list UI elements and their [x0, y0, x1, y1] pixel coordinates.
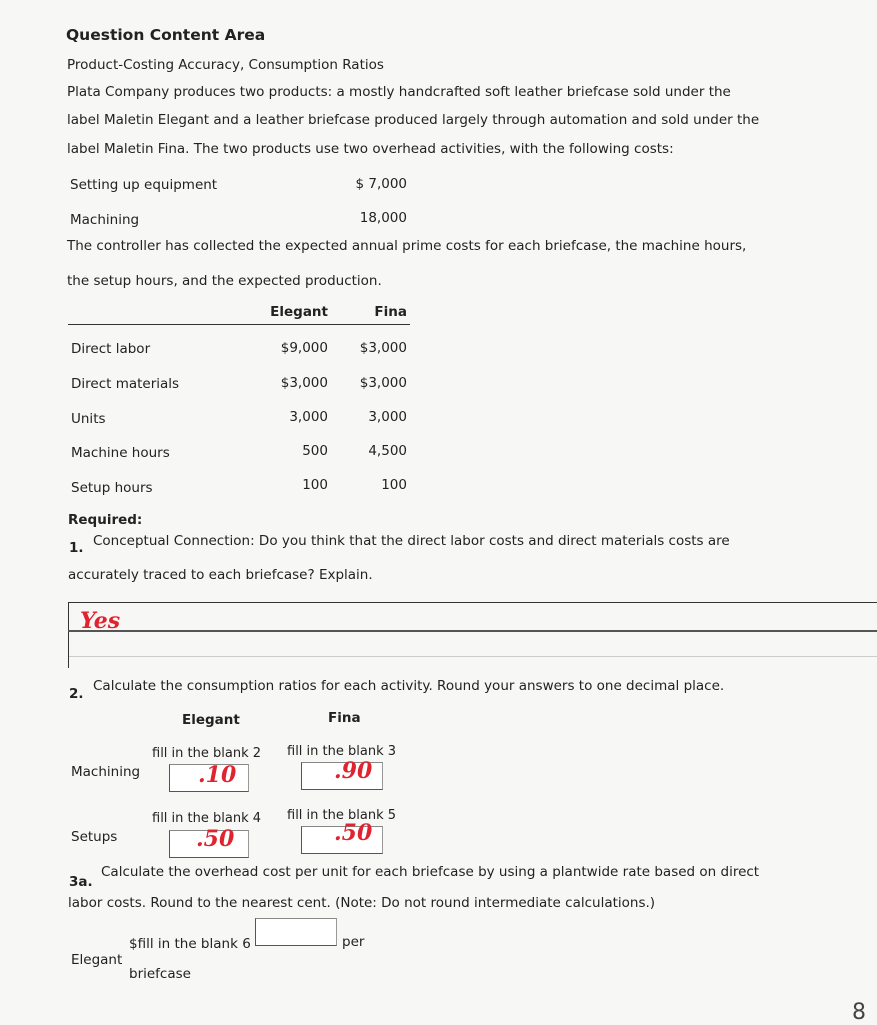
- row-label-direct-labor: Direct labor: [71, 341, 151, 357]
- row-label-machining: Machining: [71, 764, 141, 780]
- overhead-value-machining: 18,000: [359, 210, 407, 226]
- controller-line-2: the setup hours, and the expected production.: [67, 273, 382, 289]
- intro-line-1: Plata Company produces two products: a mostly handcrafted soft leather briefcase sold under the: [67, 84, 731, 100]
- row-label-units: Units: [71, 411, 106, 427]
- row-label-elegant: Elegant: [71, 952, 123, 968]
- q2-col-elegant: Elegant: [182, 712, 240, 728]
- q3a-line-2: labor costs. Round to the nearest cent. (Note: Do not round intermediate calculations.): [68, 895, 656, 911]
- blank-5-handwritten: .50: [334, 820, 373, 846]
- controller-line-1: The controller has collected the expected annual prime costs for each briefcase, the machine hours,: [67, 238, 747, 254]
- blank-2-handwritten: .10: [198, 762, 237, 788]
- row-label-setup-hours: Setup hours: [71, 480, 153, 496]
- blank-6-input[interactable]: [255, 918, 337, 946]
- overhead-label-machining: Machining: [70, 212, 140, 228]
- cell-elegant: 3,000: [289, 409, 328, 425]
- blank-5-label: fill in the blank 5: [287, 808, 396, 823]
- q1-answer-edge: [68, 644, 69, 668]
- cell-fina: 100: [381, 477, 407, 493]
- intro-line-3: label Maletin Fina. The two products use two overhead activities, with the following costs:: [67, 141, 674, 157]
- blank-3-label: fill in the blank 3: [287, 744, 396, 759]
- cell-elegant: 100: [302, 477, 328, 493]
- overhead-value-setup: $ 7,000: [355, 176, 407, 192]
- blank-6-suffix: per: [342, 934, 365, 950]
- blank-6-label: $fill in the blank 6: [129, 936, 251, 952]
- table-header-fina: Fina: [374, 304, 407, 320]
- q1-handwritten-answer: Yes: [80, 608, 121, 634]
- cell-elegant: 500: [302, 443, 328, 459]
- topic-title: Product-Costing Accuracy, Consumption Ratios: [67, 57, 384, 73]
- page-number: 8: [852, 1000, 866, 1025]
- blank-3-handwritten: .90: [334, 758, 373, 784]
- blank-6-unit: briefcase: [129, 966, 191, 982]
- q1-line-1: Conceptual Connection: Do you think that the direct labor costs and direct materials costs are: [93, 533, 730, 549]
- page-heading: Question Content Area: [66, 26, 266, 44]
- cell-fina: 3,000: [368, 409, 407, 425]
- cell-fina: $3,000: [359, 340, 407, 356]
- table-header-elegant: Elegant: [270, 304, 328, 320]
- blank-2-label: fill in the blank 2: [152, 746, 261, 761]
- cell-elegant: $9,000: [280, 340, 328, 356]
- q2-text: Calculate the consumption ratios for each activity. Round your answers to one decimal place.: [93, 678, 725, 694]
- q3a-line-1: Calculate the overhead cost per unit for each briefcase by using a plantwide rate based on direct: [101, 864, 760, 880]
- blank-4-handwritten: .50: [196, 826, 235, 852]
- cell-fina: 4,500: [368, 443, 407, 459]
- q1-line-2: accurately traced to each briefcase? Explain.: [68, 567, 373, 583]
- q2-col-fina: Fina: [328, 710, 361, 726]
- q1-number: 1.: [69, 540, 84, 556]
- row-label-direct-materials: Direct materials: [71, 376, 180, 392]
- required-label: Required:: [68, 512, 143, 528]
- table-header-rule: [68, 324, 410, 325]
- row-label-machine-hours: Machine hours: [71, 445, 170, 461]
- cell-elegant: $3,000: [280, 375, 328, 391]
- q3a-number: 3a.: [69, 874, 93, 890]
- q1-answer-bottom: [68, 656, 877, 657]
- q2-number: 2.: [69, 686, 84, 702]
- row-label-setups: Setups: [71, 829, 118, 845]
- overhead-label-setup: Setting up equipment: [70, 177, 218, 193]
- blank-4-label: fill in the blank 4: [152, 811, 261, 826]
- q1-answer-divider: [68, 630, 877, 632]
- intro-line-2: label Maletin Elegant and a leather briefcase produced largely through automation and sold under the: [67, 112, 760, 128]
- cell-fina: $3,000: [359, 375, 407, 391]
- q1-answer-textarea[interactable]: [68, 602, 877, 667]
